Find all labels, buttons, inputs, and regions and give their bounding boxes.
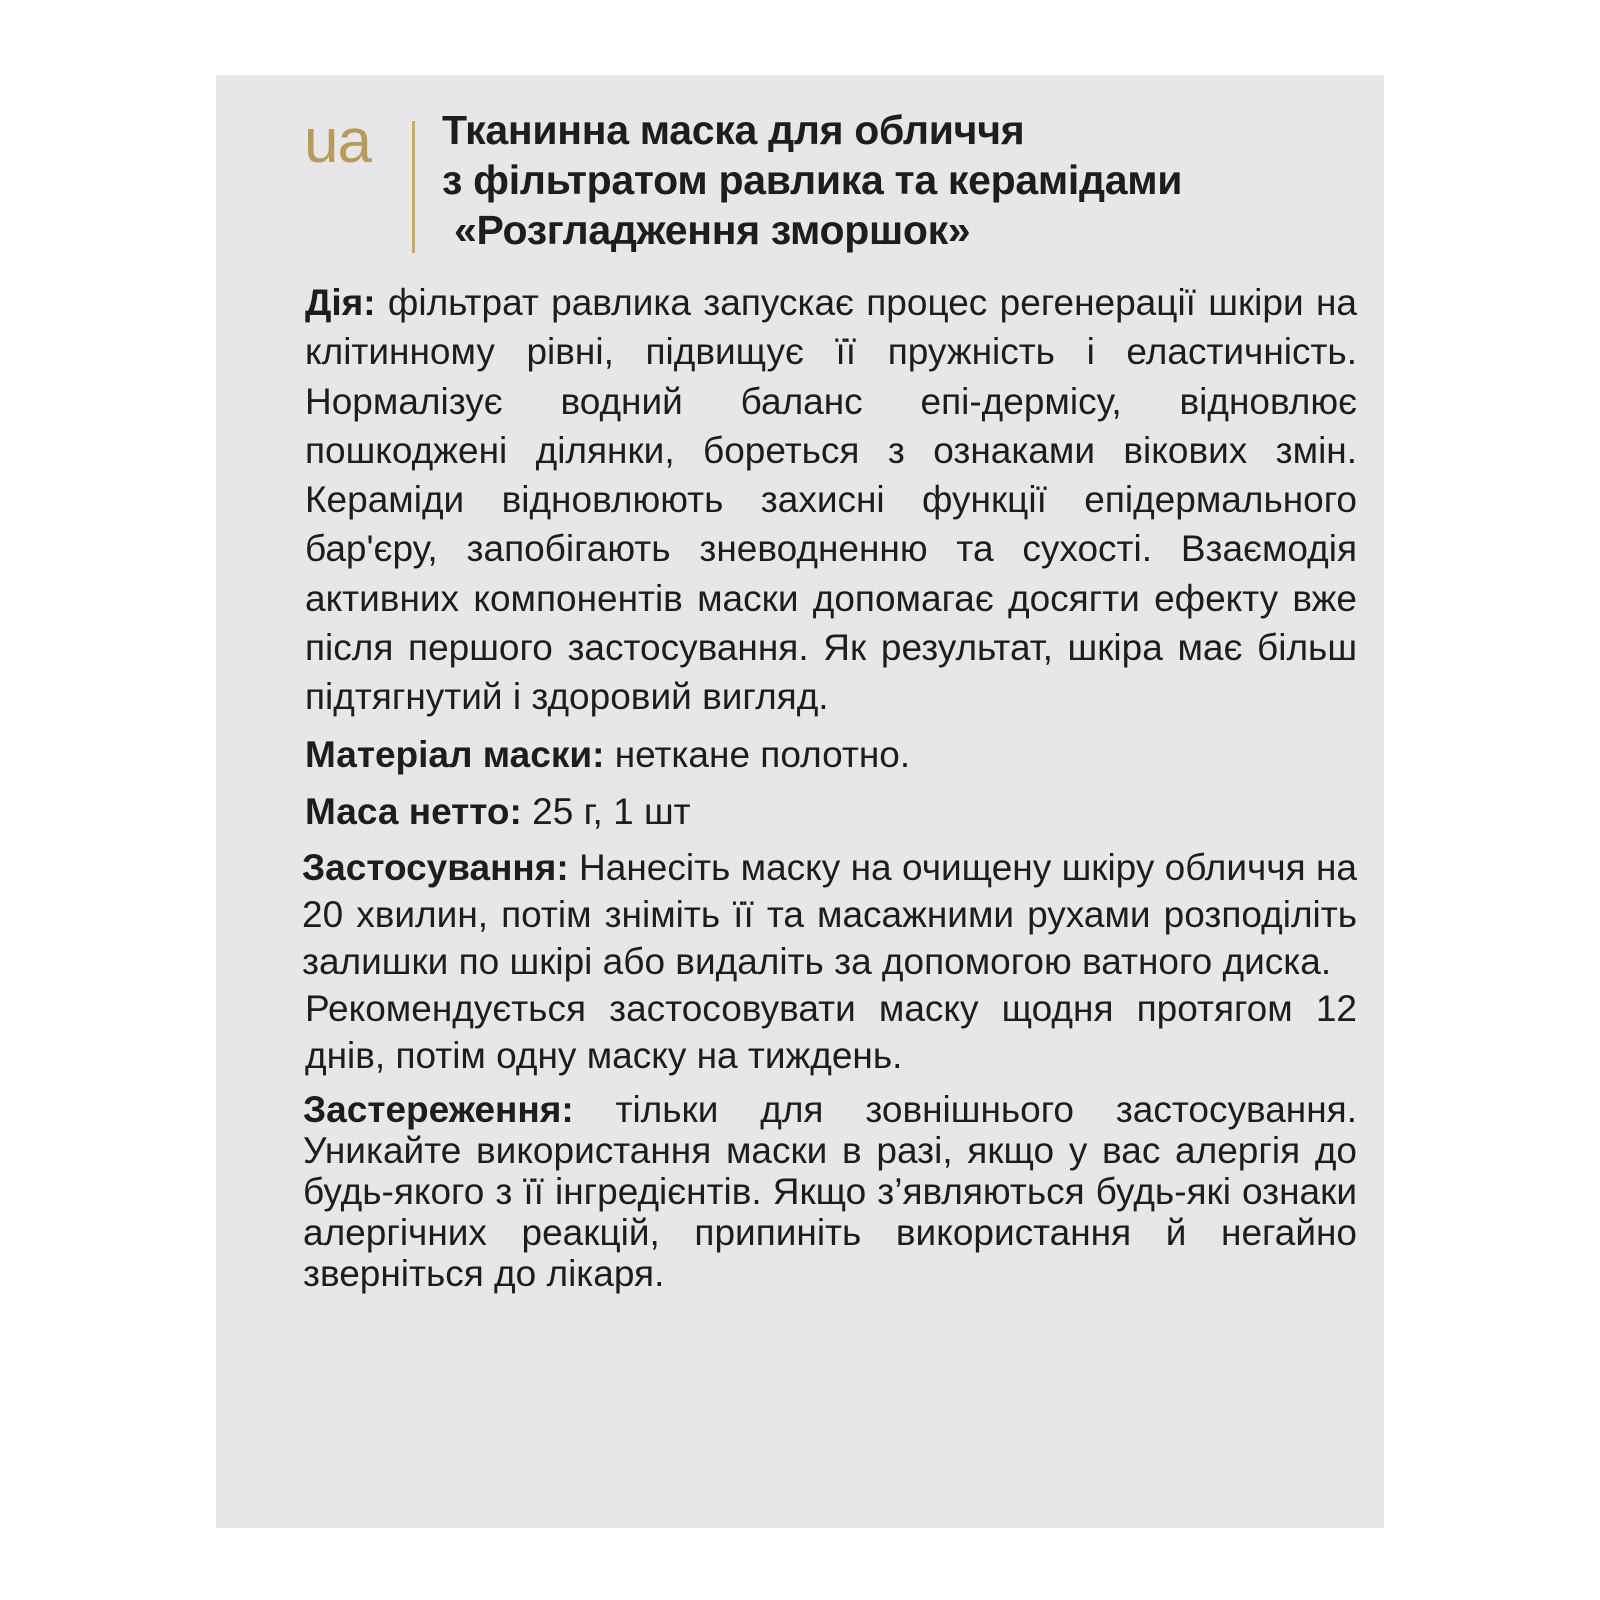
section-action (305, 278, 1357, 722)
product-title (442, 105, 1182, 255)
section-net-mass-label: Маса нетто: (305, 790, 522, 832)
title-line-3: «Розгладження зморшок» (454, 207, 971, 253)
section-warning (303, 1089, 1357, 1294)
section-material-label: Матеріал маски: (305, 733, 605, 775)
section-net-mass (305, 787, 1357, 836)
language-code: ua (304, 107, 371, 176)
section-warning-label: Застереження: (303, 1089, 574, 1131)
section-action-label: Дія: (305, 282, 376, 323)
section-usage-label: Застосування: (302, 847, 569, 889)
section-recommendation (305, 985, 1357, 1079)
section-net-mass-text: 25 г, 1 шт (521, 790, 691, 832)
section-material (305, 730, 1357, 779)
label-body (302, 278, 1357, 1295)
section-material-text: нетканe полотно. (604, 733, 911, 775)
section-warning-text: тільки для зовнішнього застосування. Уникайте використання маски в разі, якщо у вас алергія до будь-якого з її інгредієнтів. Якщо з’являються будь-які ознаки алергічних реакцій, припиніть використання й негайно зверніться до лікаря. (303, 1089, 1357, 1295)
section-usage-text: Нанесіть маску на очищену шкіру обличчя на 20 хвилин, потім зніміть її та масажними рухами розподіліть залишки по шкірі або видаліть за допомогою ватного диска. (302, 847, 1357, 983)
title-line-2: з фільтратом равлика та керамідами (442, 157, 1183, 203)
header-divider (412, 121, 415, 253)
section-action-text: фільтрат равлика запускає процес регенерації шкіри на клітинному рівні, підвищує її пружність і еластичність. Нормалізує водний баланс епі-дермісу, відновлює пошкоджені ділянки, бореться з ознаками вікових змін. Кераміди відновлюють захисні функції епідермального бар'єру, запобігають зневодненню та сухості. Взаємодія активних компонентів маски допомагає досягти ефекту вже після першого застосування. Як результат, шкіра має більш підтягнутий і здоровий вигляд. (305, 282, 1357, 718)
title-line-1: Тканинна маска для обличчя (442, 107, 1025, 153)
section-usage (302, 844, 1357, 985)
label-header (216, 107, 1384, 291)
section-recommendation-text: Рекомендується застосовувати маску щодня протягом 12 днів, потім одну маску на тиждень. (305, 988, 1357, 1077)
product-label-panel (216, 75, 1384, 1528)
